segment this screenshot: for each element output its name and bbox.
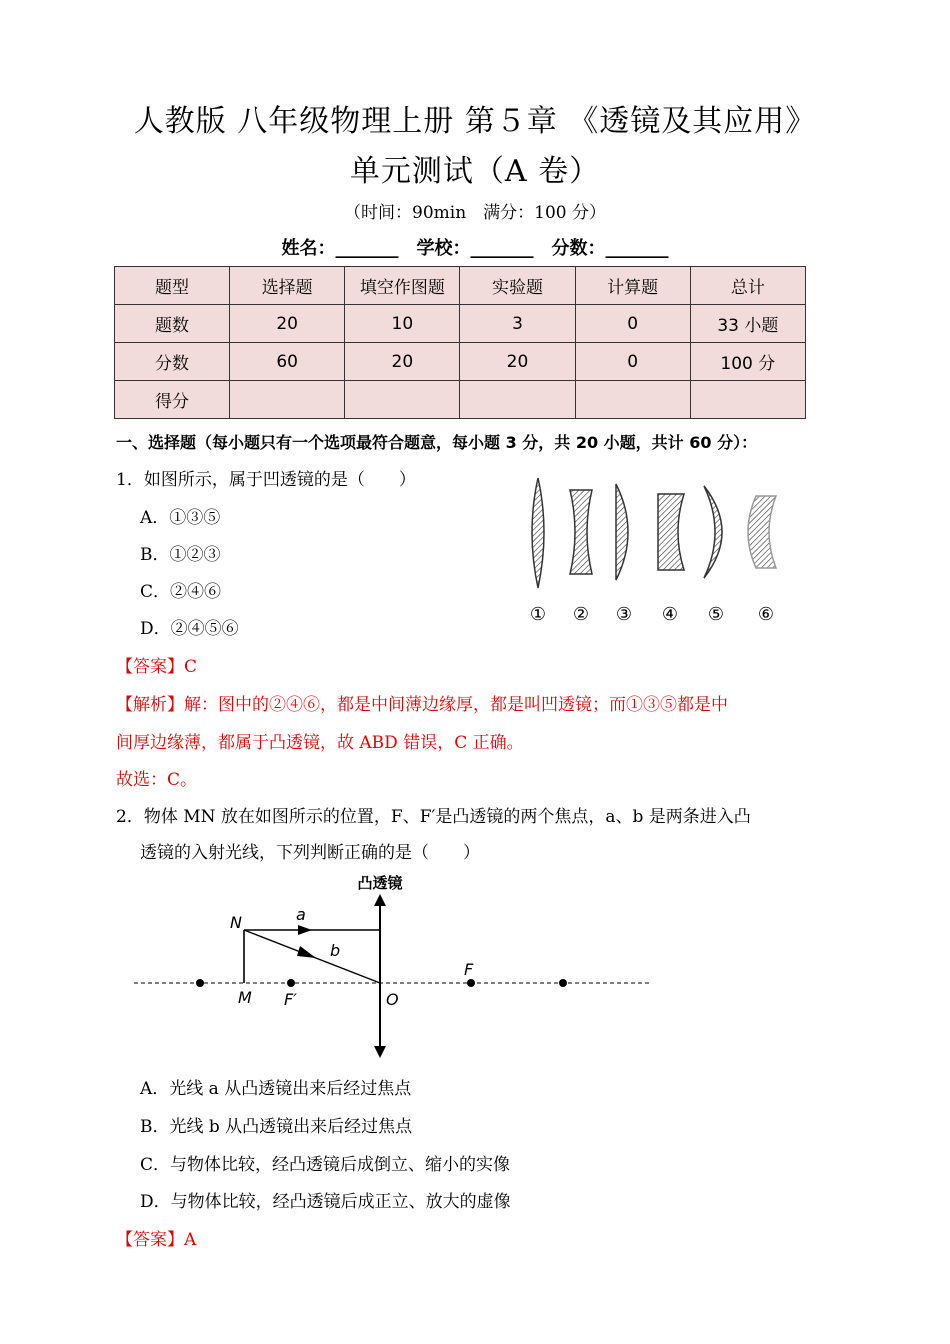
table-cell: 20	[345, 343, 460, 381]
table-cell: 填空作图题	[345, 267, 460, 305]
point-2f-left	[196, 979, 204, 987]
score-table	[114, 266, 806, 419]
lens-label-2: ②	[572, 604, 590, 625]
label-f: F	[464, 960, 474, 979]
table-cell: 题数	[115, 305, 230, 343]
lens-label-3: ③	[615, 604, 633, 625]
title-line-1: 人教版 八年级物理上册 第５章 《透镜及其应用》	[133, 104, 817, 139]
lens-arrow-down	[374, 1046, 386, 1058]
lens-3-plano-convex	[616, 484, 628, 580]
q2-option-b: B．光线 b 从凸透镜出来后经过焦点	[140, 1117, 413, 1137]
ray-b-arrow	[297, 946, 316, 958]
q2-answer: 【答案】A	[116, 1230, 197, 1250]
table-cell	[460, 381, 575, 419]
lens-4-plano-concave	[658, 494, 684, 570]
table-cell: 题型	[115, 267, 230, 305]
point-2f-right	[559, 979, 567, 987]
lens-label-4: ④	[661, 604, 679, 625]
q1-option-b: B．①②③	[140, 545, 221, 565]
q1-option-a: A．①③⑤	[140, 508, 221, 528]
ray-a-arrow	[298, 925, 312, 935]
table-cell	[575, 381, 690, 419]
label-o: O	[386, 990, 399, 1009]
table-cell: 20	[460, 343, 575, 381]
q1-analysis-line-1: 【解析】解：图中的②④⑥，都是中间薄边缘厚，都是叫凹透镜；而①③⑤都是中	[116, 695, 728, 715]
lens-2-biconcave	[570, 490, 592, 574]
table-cell: 得分	[115, 381, 230, 419]
label-m: M	[238, 988, 252, 1007]
label-b: b	[330, 941, 341, 960]
convex-lens-diagram	[130, 868, 660, 1063]
table-cell: 选择题	[230, 267, 345, 305]
table-row	[115, 305, 806, 343]
lens-arrow-up	[374, 894, 386, 906]
table-cell: 3	[460, 305, 575, 343]
table-cell: 实验题	[460, 267, 575, 305]
table-cell: 计算题	[575, 267, 690, 305]
q1-option-c: C．②④⑥	[140, 582, 222, 602]
title-line-2: 单元测试（A 卷）	[349, 154, 601, 189]
table-cell	[230, 381, 345, 419]
lens-label-5: ⑤	[707, 604, 725, 625]
table-cell: 100 分	[690, 343, 805, 381]
table-cell: 20	[230, 305, 345, 343]
table-cell	[690, 381, 805, 419]
table-cell: 60	[230, 343, 345, 381]
exam-time-score: （时间：90min 满分：100 分）	[344, 203, 606, 223]
table-cell: 0	[575, 305, 690, 343]
table-row	[115, 381, 806, 419]
table-cell: 总计	[690, 267, 805, 305]
label-f-prime: F′	[284, 990, 297, 1009]
q1-analysis-line-2: 间厚边缘薄，都属于凸透镜，故 ABD 错误，C 正确。	[116, 733, 524, 753]
lens-label-6: ⑥	[757, 604, 775, 625]
point-f	[467, 979, 475, 987]
q2-option-a: A．光线 a 从凸透镜出来后经过焦点	[140, 1079, 412, 1099]
table-cell: 10	[345, 305, 460, 343]
label-a: a	[296, 905, 306, 924]
lens-figure	[508, 470, 798, 630]
q2-option-d: D．与物体比较，经凸透镜后成正立、放大的虚像	[140, 1192, 511, 1212]
label-n: N	[230, 913, 242, 932]
q1-answer: 【答案】C	[116, 657, 198, 677]
table-cell: 33 小题	[690, 305, 805, 343]
lens-title: 凸透镜	[357, 874, 403, 892]
q2-option-c: C．与物体比较，经凸透镜后成倒立、缩小的实像	[140, 1155, 511, 1175]
q2-stem-line-2: 透镜的入射光线，下列判断正确的是（ ）	[140, 843, 480, 863]
q1-option-d: D．②④⑤⑥	[140, 619, 239, 639]
name-school-score-row: 姓名：_______ 学校：_______ 分数：_______	[281, 238, 669, 259]
table-cell: 分数	[115, 343, 230, 381]
section-1-title: 一、选择题（每小题只有一个选项最符合题意，每小题 3 分，共 20 小题，共计 60 分）：	[116, 433, 758, 452]
table-cell	[345, 381, 460, 419]
lens-label-1: ①	[529, 604, 547, 625]
lens-6-concave-meniscus	[748, 496, 776, 568]
table-row	[115, 343, 806, 381]
table-row	[115, 267, 806, 305]
lens-1-biconvex	[532, 478, 544, 588]
point-f-prime	[287, 979, 295, 987]
q2-stem-line-1: 2．物体 MN 放在如图所示的位置，F、F′是凸透镜的两个焦点，a、b 是两条进入凸	[116, 807, 751, 827]
lens-5-convex-meniscus	[704, 486, 722, 578]
q1-stem: 1．如图所示，属于凹透镜的是（ ）	[116, 470, 416, 490]
q1-conclusion: 故选：C。	[116, 770, 198, 790]
table-cell: 0	[575, 343, 690, 381]
